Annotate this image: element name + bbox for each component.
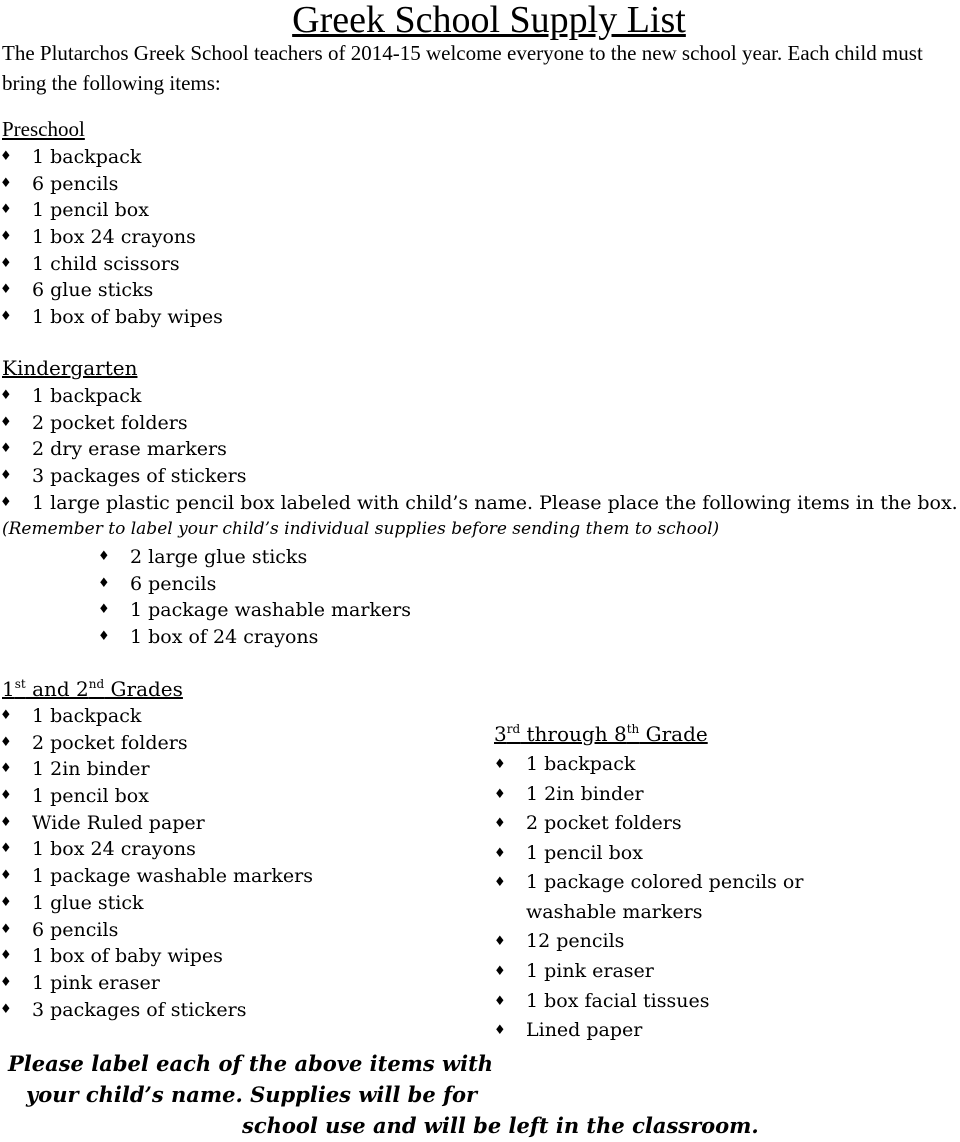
list-item-text: 2 pocket folders	[32, 731, 188, 754]
list-item-text: 2 pocket folders	[526, 812, 682, 835]
list-item-text: 1 2in binder	[32, 758, 150, 781]
diamond-bullet-icon: ♦	[0, 441, 12, 457]
list-item-text: 1 package colored pencils or washable markers	[526, 871, 804, 923]
list-item-text: 6 pencils	[32, 172, 119, 195]
grades-1-2-heading-part: Grades	[104, 677, 183, 701]
diamond-bullet-icon: ♦	[0, 974, 12, 990]
list-item-text: 3 packages of stickers	[32, 998, 247, 1021]
diamond-bullet-icon: ♦	[0, 1001, 12, 1017]
list-item-text: 12 pencils	[526, 930, 625, 953]
diamond-bullet-icon: ♦	[0, 149, 12, 164]
list-item-text: 1 package washable markers	[32, 865, 313, 888]
list-item-text: 1 glue stick	[32, 891, 144, 914]
diamond-bullet-icon: ♦	[0, 868, 12, 884]
list-item-text: Lined paper	[526, 1019, 643, 1042]
diamond-bullet-icon: ♦	[0, 468, 12, 484]
diamond-bullet-icon: ♦	[494, 1023, 506, 1039]
list-item-text: 1 2in binder	[526, 782, 644, 805]
grades-3-8-heading-part: th	[626, 722, 640, 736]
list-item-text: 1 pink eraser	[526, 959, 654, 982]
diamond-bullet-icon: ♦	[0, 494, 12, 510]
list-item-text: 1 box 24 crayons	[32, 838, 196, 861]
list-item-text: 1 backpack	[32, 385, 142, 407]
grades-3-8-heading-part: through 8	[520, 722, 627, 746]
page-title: Greek School Supply List	[292, 0, 686, 41]
list-item-text: 1 backpack	[32, 705, 142, 727]
list-item-text: 6 pencils	[32, 918, 119, 941]
grades-1-2-heading-part: st	[14, 677, 26, 691]
closing-line-3: school use and will be left in the classroom.	[242, 1113, 759, 1138]
list-item-text: 1 backpack	[32, 146, 142, 168]
diamond-bullet-icon: ♦	[0, 309, 12, 325]
diamond-bullet-icon: ♦	[0, 761, 12, 777]
diamond-bullet-icon: ♦	[0, 894, 12, 910]
intro-paragraph: The Plutarchos Greek School teachers of 2014-15 welcome everyone to the new school year. Each child must bring the following items:	[2, 41, 923, 95]
grades-1-2-heading-part: nd	[88, 677, 105, 691]
diamond-bullet-icon: ♦	[98, 629, 110, 645]
label-supplies-note: (Remember to label your child’s individual supplies before sending them to school)	[2, 519, 720, 539]
diamond-bullet-icon: ♦	[0, 948, 12, 964]
diamond-bullet-icon: ♦	[494, 934, 506, 950]
list-item-text: 2 pocket folders	[32, 411, 188, 434]
grades-1-2-heading-part: and 2	[25, 677, 89, 701]
diamond-bullet-icon: ♦	[494, 786, 506, 802]
list-item-text: 1 box of 24 crayons	[130, 626, 319, 649]
diamond-bullet-icon: ♦	[98, 549, 110, 564]
list-item-text: 2 dry erase markers	[32, 438, 227, 461]
diamond-bullet-icon: ♦	[0, 175, 12, 191]
list-item-text: 1 pencil box	[32, 785, 149, 808]
grades-3-8-heading-part: rd	[506, 722, 521, 736]
list-item-text: 1 backpack	[526, 753, 636, 775]
list-item-text: 1 pink eraser	[32, 971, 160, 994]
diamond-bullet-icon: ♦	[0, 202, 12, 218]
diamond-bullet-icon: ♦	[98, 575, 110, 591]
diamond-bullet-icon: ♦	[494, 875, 506, 891]
diamond-bullet-icon: ♦	[0, 841, 12, 857]
grades-3-8-heading-part: 3	[494, 722, 507, 746]
grades-1-2-heading	[2, 677, 183, 701]
diamond-bullet-icon: ♦	[494, 816, 506, 832]
list-item-text: 1 large plastic pencil box labeled with child’s name. Please place the following items in the box.	[32, 491, 958, 514]
diamond-bullet-icon: ♦	[0, 282, 12, 298]
list-item-text: 1 pencil box	[526, 841, 643, 864]
closing-line-2: your child’s name. Supplies will be for	[26, 1082, 478, 1107]
list-item-text: 6 pencils	[130, 572, 217, 595]
kindergarten-heading: Kindergarten	[2, 356, 138, 380]
grades-3-8-heading-part: Grade	[639, 722, 708, 746]
diamond-bullet-icon: ♦	[494, 993, 506, 1009]
diamond-bullet-icon: ♦	[0, 814, 12, 830]
diamond-bullet-icon: ♦	[0, 708, 12, 723]
grades-1-2-heading-part: 1	[2, 677, 15, 701]
diamond-bullet-icon: ♦	[494, 845, 506, 861]
diamond-bullet-icon: ♦	[0, 788, 12, 804]
closing-line-1: Please label each of the above items with	[8, 1051, 494, 1076]
diamond-bullet-icon: ♦	[0, 734, 12, 750]
diamond-bullet-icon: ♦	[0, 388, 12, 403]
list-item-text: 1 box 24 crayons	[32, 226, 196, 249]
list-item-text: 1 box of baby wipes	[32, 306, 223, 329]
list-item-text: 1 box facial tissues	[526, 989, 710, 1012]
diamond-bullet-icon: ♦	[0, 921, 12, 937]
list-item-text: 1 child scissors	[32, 252, 180, 275]
list-item-text: 6 glue sticks	[32, 279, 154, 302]
diamond-bullet-icon: ♦	[0, 229, 12, 245]
preschool-heading: Preschool	[2, 117, 85, 141]
list-item-text: Wide Ruled paper	[32, 811, 205, 834]
diamond-bullet-icon: ♦	[494, 963, 506, 979]
grades-3-8-heading	[494, 722, 708, 746]
list-item-text: 1 package washable markers	[130, 599, 411, 622]
diamond-bullet-icon: ♦	[0, 414, 12, 430]
list-item-text: 1 box of baby wipes	[32, 945, 223, 968]
diamond-bullet-icon: ♦	[494, 757, 506, 772]
list-item-text: 2 large glue sticks	[130, 546, 308, 568]
diamond-bullet-icon: ♦	[98, 602, 110, 618]
list-item-text: 1 pencil box	[32, 199, 149, 222]
list-item-text: 3 packages of stickers	[32, 465, 247, 488]
diamond-bullet-icon: ♦	[0, 255, 12, 271]
